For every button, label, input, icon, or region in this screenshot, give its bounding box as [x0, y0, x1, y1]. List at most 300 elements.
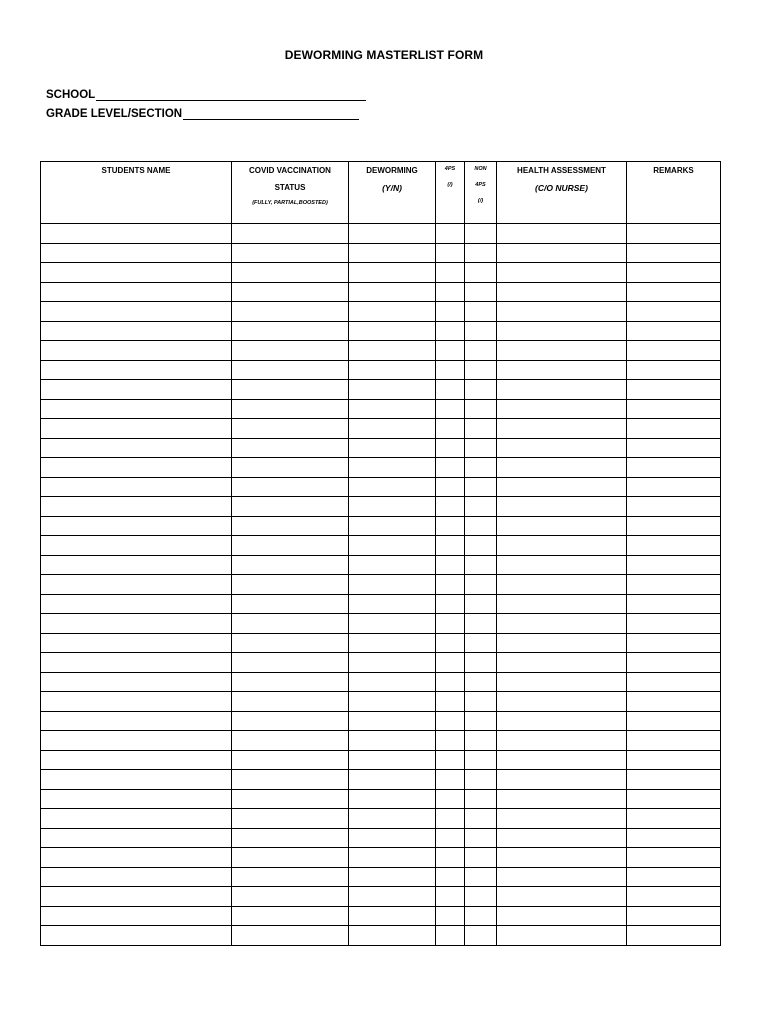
- cell-remarks[interactable]: [627, 438, 721, 458]
- cell-health-assessment[interactable]: [497, 906, 627, 926]
- cell-deworming[interactable]: [349, 731, 436, 751]
- table-row: [41, 263, 721, 283]
- cell-deworming[interactable]: [349, 224, 436, 244]
- cell-4ps[interactable]: [436, 789, 465, 809]
- cell-non-4ps[interactable]: [465, 282, 497, 302]
- cell-health-assessment[interactable]: [497, 419, 627, 439]
- cell-students-name[interactable]: [41, 536, 232, 556]
- cell-remarks[interactable]: [627, 321, 721, 341]
- cell-4ps[interactable]: [436, 906, 465, 926]
- cell-4ps[interactable]: [436, 438, 465, 458]
- cell-health-assessment[interactable]: [497, 555, 627, 575]
- cell-deworming[interactable]: [349, 750, 436, 770]
- cell-covid-status[interactable]: [232, 282, 349, 302]
- cell-remarks[interactable]: [627, 789, 721, 809]
- cell-covid-status[interactable]: [232, 516, 349, 536]
- cell-students-name[interactable]: [41, 867, 232, 887]
- cell-non-4ps[interactable]: [465, 848, 497, 868]
- cell-covid-status[interactable]: [232, 653, 349, 673]
- cell-covid-status[interactable]: [232, 477, 349, 497]
- cell-students-name[interactable]: [41, 633, 232, 653]
- cell-remarks[interactable]: [627, 770, 721, 790]
- cell-non-4ps[interactable]: [465, 497, 497, 517]
- cell-covid-status[interactable]: [232, 828, 349, 848]
- cell-covid-status[interactable]: [232, 789, 349, 809]
- cell-remarks[interactable]: [627, 360, 721, 380]
- cell-covid-status[interactable]: [232, 809, 349, 829]
- cell-deworming[interactable]: [349, 867, 436, 887]
- cell-4ps[interactable]: [436, 399, 465, 419]
- cell-students-name[interactable]: [41, 243, 232, 263]
- cell-non-4ps[interactable]: [465, 750, 497, 770]
- table-row: [41, 750, 721, 770]
- header-deworming: [349, 162, 436, 224]
- cell-non-4ps[interactable]: [465, 594, 497, 614]
- cell-covid-status[interactable]: [232, 887, 349, 907]
- cell-remarks[interactable]: [627, 653, 721, 673]
- cell-4ps[interactable]: [436, 419, 465, 439]
- school-blank-line[interactable]: [96, 88, 366, 101]
- cell-4ps[interactable]: [436, 692, 465, 712]
- cell-4ps[interactable]: [436, 731, 465, 751]
- cell-health-assessment[interactable]: [497, 575, 627, 595]
- cell-non-4ps[interactable]: [465, 575, 497, 595]
- cell-deworming[interactable]: [349, 458, 436, 478]
- cell-deworming[interactable]: [349, 555, 436, 575]
- cell-health-assessment[interactable]: [497, 789, 627, 809]
- grade-section-field[interactable]: [46, 107, 359, 120]
- cell-covid-status[interactable]: [232, 614, 349, 634]
- table-row: [41, 672, 721, 692]
- cell-students-name[interactable]: [41, 497, 232, 517]
- cell-covid-status[interactable]: [232, 867, 349, 887]
- cell-4ps[interactable]: [436, 575, 465, 595]
- cell-students-name[interactable]: [41, 692, 232, 712]
- cell-health-assessment[interactable]: [497, 672, 627, 692]
- table-row: [41, 380, 721, 400]
- cell-health-assessment[interactable]: [497, 263, 627, 283]
- cell-health-assessment[interactable]: [497, 497, 627, 517]
- cell-deworming[interactable]: [349, 575, 436, 595]
- cell-students-name[interactable]: [41, 672, 232, 692]
- cell-health-assessment[interactable]: [497, 809, 627, 829]
- cell-covid-status[interactable]: [232, 633, 349, 653]
- cell-students-name[interactable]: [41, 594, 232, 614]
- cell-students-name[interactable]: [41, 848, 232, 868]
- cell-students-name[interactable]: [41, 555, 232, 575]
- cell-covid-status[interactable]: [232, 419, 349, 439]
- cell-non-4ps[interactable]: [465, 321, 497, 341]
- table-row: [41, 848, 721, 868]
- cell-health-assessment[interactable]: [497, 926, 627, 946]
- cell-health-assessment[interactable]: [497, 458, 627, 478]
- cell-deworming[interactable]: [349, 711, 436, 731]
- header-non4ps-line2: 4PS: [475, 181, 486, 188]
- cell-remarks[interactable]: [627, 633, 721, 653]
- cell-4ps[interactable]: [436, 458, 465, 478]
- cell-deworming[interactable]: [349, 614, 436, 634]
- header-remarks-label: REMARKS: [653, 166, 694, 175]
- cell-non-4ps[interactable]: [465, 906, 497, 926]
- cell-health-assessment[interactable]: [497, 848, 627, 868]
- cell-covid-status[interactable]: [232, 243, 349, 263]
- cell-health-assessment[interactable]: [497, 321, 627, 341]
- table-row: [41, 692, 721, 712]
- cell-deworming[interactable]: [349, 399, 436, 419]
- cell-non-4ps[interactable]: [465, 770, 497, 790]
- table-row: [41, 477, 721, 497]
- cell-students-name[interactable]: [41, 711, 232, 731]
- cell-deworming[interactable]: [349, 633, 436, 653]
- cell-4ps[interactable]: [436, 224, 465, 244]
- cell-covid-status[interactable]: [232, 321, 349, 341]
- cell-deworming[interactable]: [349, 438, 436, 458]
- cell-remarks[interactable]: [627, 828, 721, 848]
- cell-health-assessment[interactable]: [497, 477, 627, 497]
- cell-deworming[interactable]: [349, 770, 436, 790]
- cell-covid-status[interactable]: [232, 575, 349, 595]
- table-row: [41, 536, 721, 556]
- cell-health-assessment[interactable]: [497, 750, 627, 770]
- table-row: [41, 614, 721, 634]
- cell-students-name[interactable]: [41, 770, 232, 790]
- cell-students-name[interactable]: [41, 614, 232, 634]
- cell-4ps[interactable]: [436, 477, 465, 497]
- cell-covid-status[interactable]: [232, 302, 349, 322]
- cell-covid-status[interactable]: [232, 906, 349, 926]
- cell-deworming[interactable]: [349, 653, 436, 673]
- cell-health-assessment[interactable]: [497, 302, 627, 322]
- cell-4ps[interactable]: [436, 516, 465, 536]
- cell-4ps[interactable]: [436, 360, 465, 380]
- cell-4ps[interactable]: [436, 809, 465, 829]
- cell-deworming[interactable]: [349, 926, 436, 946]
- cell-students-name[interactable]: [41, 653, 232, 673]
- cell-covid-status[interactable]: [232, 536, 349, 556]
- cell-students-name[interactable]: [41, 828, 232, 848]
- cell-4ps[interactable]: [436, 750, 465, 770]
- cell-4ps[interactable]: [436, 594, 465, 614]
- table-row: [41, 302, 721, 322]
- header-health-assessment: [497, 162, 627, 224]
- cell-remarks[interactable]: [627, 867, 721, 887]
- cell-remarks[interactable]: [627, 302, 721, 322]
- cell-remarks[interactable]: [627, 263, 721, 283]
- cell-non-4ps[interactable]: [465, 926, 497, 946]
- cell-covid-status[interactable]: [232, 341, 349, 361]
- cell-deworming[interactable]: [349, 419, 436, 439]
- cell-non-4ps[interactable]: [465, 614, 497, 634]
- cell-non-4ps[interactable]: [465, 536, 497, 556]
- cell-health-assessment[interactable]: [497, 711, 627, 731]
- cell-health-assessment[interactable]: [497, 867, 627, 887]
- cell-remarks[interactable]: [627, 516, 721, 536]
- cell-remarks[interactable]: [627, 555, 721, 575]
- cell-remarks[interactable]: [627, 458, 721, 478]
- cell-4ps[interactable]: [436, 341, 465, 361]
- cell-non-4ps[interactable]: [465, 653, 497, 673]
- cell-4ps[interactable]: [436, 887, 465, 907]
- cell-remarks[interactable]: [627, 926, 721, 946]
- cell-remarks[interactable]: [627, 711, 721, 731]
- cell-health-assessment[interactable]: [497, 887, 627, 907]
- cell-4ps[interactable]: [436, 867, 465, 887]
- cell-non-4ps[interactable]: [465, 711, 497, 731]
- cell-health-assessment[interactable]: [497, 653, 627, 673]
- cell-students-name[interactable]: [41, 438, 232, 458]
- cell-covid-status[interactable]: [232, 672, 349, 692]
- cell-remarks[interactable]: [627, 672, 721, 692]
- cell-students-name[interactable]: [41, 926, 232, 946]
- cell-deworming[interactable]: [349, 497, 436, 517]
- cell-students-name[interactable]: [41, 321, 232, 341]
- cell-non-4ps[interactable]: [465, 731, 497, 751]
- cell-students-name[interactable]: [41, 399, 232, 419]
- cell-students-name[interactable]: [41, 458, 232, 478]
- cell-non-4ps[interactable]: [465, 887, 497, 907]
- cell-non-4ps[interactable]: [465, 302, 497, 322]
- cell-students-name[interactable]: [41, 360, 232, 380]
- cell-non-4ps[interactable]: [465, 828, 497, 848]
- table-row: [41, 633, 721, 653]
- cell-covid-status[interactable]: [232, 731, 349, 751]
- cell-remarks[interactable]: [627, 692, 721, 712]
- cell-deworming[interactable]: [349, 692, 436, 712]
- cell-4ps[interactable]: [436, 282, 465, 302]
- cell-remarks[interactable]: [627, 399, 721, 419]
- cell-4ps[interactable]: [436, 302, 465, 322]
- cell-covid-status[interactable]: [232, 711, 349, 731]
- cell-health-assessment[interactable]: [497, 399, 627, 419]
- cell-non-4ps[interactable]: [465, 809, 497, 829]
- cell-health-assessment[interactable]: [497, 731, 627, 751]
- cell-deworming[interactable]: [349, 789, 436, 809]
- cell-4ps[interactable]: [436, 828, 465, 848]
- cell-remarks[interactable]: [627, 750, 721, 770]
- cell-remarks[interactable]: [627, 224, 721, 244]
- cell-remarks[interactable]: [627, 848, 721, 868]
- table-row: [41, 867, 721, 887]
- cell-students-name[interactable]: [41, 887, 232, 907]
- cell-covid-status[interactable]: [232, 848, 349, 868]
- cell-health-assessment[interactable]: [497, 282, 627, 302]
- cell-health-assessment[interactable]: [497, 380, 627, 400]
- cell-deworming[interactable]: [349, 594, 436, 614]
- cell-4ps[interactable]: [436, 711, 465, 731]
- header-covid-line3: (FULLY, PARTIAL,BOOSTED): [252, 200, 328, 206]
- table-body: [41, 224, 721, 946]
- cell-covid-status[interactable]: [232, 399, 349, 419]
- cell-covid-status[interactable]: [232, 438, 349, 458]
- cell-remarks[interactable]: [627, 614, 721, 634]
- cell-non-4ps[interactable]: [465, 380, 497, 400]
- cell-covid-status[interactable]: [232, 360, 349, 380]
- cell-covid-status[interactable]: [232, 497, 349, 517]
- cell-4ps[interactable]: [436, 653, 465, 673]
- cell-students-name[interactable]: [41, 302, 232, 322]
- cell-health-assessment[interactable]: [497, 341, 627, 361]
- cell-students-name[interactable]: [41, 341, 232, 361]
- header-students-name: [41, 162, 232, 224]
- cell-covid-status[interactable]: [232, 263, 349, 283]
- cell-deworming[interactable]: [349, 906, 436, 926]
- cell-4ps[interactable]: [436, 614, 465, 634]
- header-covid-line1: COVID VACCINATION: [249, 166, 331, 175]
- cell-non-4ps[interactable]: [465, 438, 497, 458]
- table-row: [41, 516, 721, 536]
- cell-students-name[interactable]: [41, 750, 232, 770]
- cell-deworming[interactable]: [349, 516, 436, 536]
- cell-non-4ps[interactable]: [465, 341, 497, 361]
- cell-non-4ps[interactable]: [465, 224, 497, 244]
- cell-health-assessment[interactable]: [497, 243, 627, 263]
- header-4ps-line1: 4PS: [444, 166, 456, 172]
- cell-health-assessment[interactable]: [497, 614, 627, 634]
- school-field[interactable]: [46, 88, 366, 101]
- cell-4ps[interactable]: [436, 672, 465, 692]
- cell-deworming[interactable]: [349, 321, 436, 341]
- cell-remarks[interactable]: [627, 341, 721, 361]
- cell-non-4ps[interactable]: [465, 458, 497, 478]
- header-health-line2: (C/O NURSE): [535, 183, 588, 193]
- cell-health-assessment[interactable]: [497, 594, 627, 614]
- cell-deworming[interactable]: [349, 809, 436, 829]
- cell-deworming[interactable]: [349, 848, 436, 868]
- cell-deworming[interactable]: [349, 828, 436, 848]
- cell-4ps[interactable]: [436, 380, 465, 400]
- cell-non-4ps[interactable]: [465, 477, 497, 497]
- cell-students-name[interactable]: [41, 809, 232, 829]
- cell-remarks[interactable]: [627, 497, 721, 517]
- table-row: [41, 789, 721, 809]
- cell-non-4ps[interactable]: [465, 263, 497, 283]
- cell-covid-status[interactable]: [232, 380, 349, 400]
- cell-non-4ps[interactable]: [465, 633, 497, 653]
- cell-non-4ps[interactable]: [465, 243, 497, 263]
- cell-health-assessment[interactable]: [497, 633, 627, 653]
- cell-remarks[interactable]: [627, 809, 721, 829]
- cell-covid-status[interactable]: [232, 458, 349, 478]
- cell-deworming[interactable]: [349, 360, 436, 380]
- cell-non-4ps[interactable]: [465, 867, 497, 887]
- cell-remarks[interactable]: [627, 594, 721, 614]
- cell-deworming[interactable]: [349, 380, 436, 400]
- cell-remarks[interactable]: [627, 887, 721, 907]
- cell-deworming[interactable]: [349, 341, 436, 361]
- cell-students-name[interactable]: [41, 731, 232, 751]
- cell-students-name[interactable]: [41, 224, 232, 244]
- cell-covid-status[interactable]: [232, 750, 349, 770]
- table-row: [41, 555, 721, 575]
- cell-students-name[interactable]: [41, 477, 232, 497]
- cell-health-assessment[interactable]: [497, 360, 627, 380]
- cell-remarks[interactable]: [627, 282, 721, 302]
- cell-remarks[interactable]: [627, 731, 721, 751]
- cell-students-name[interactable]: [41, 380, 232, 400]
- cell-covid-status[interactable]: [232, 224, 349, 244]
- grade-section-blank-line[interactable]: [183, 107, 359, 120]
- cell-deworming[interactable]: [349, 282, 436, 302]
- cell-students-name[interactable]: [41, 906, 232, 926]
- cell-health-assessment[interactable]: [497, 692, 627, 712]
- cell-deworming[interactable]: [349, 243, 436, 263]
- cell-covid-status[interactable]: [232, 594, 349, 614]
- cell-non-4ps[interactable]: [465, 516, 497, 536]
- cell-covid-status[interactable]: [232, 692, 349, 712]
- cell-remarks[interactable]: [627, 575, 721, 595]
- cell-4ps[interactable]: [436, 321, 465, 341]
- cell-deworming[interactable]: [349, 302, 436, 322]
- cell-non-4ps[interactable]: [465, 419, 497, 439]
- cell-4ps[interactable]: [436, 263, 465, 283]
- cell-students-name[interactable]: [41, 419, 232, 439]
- cell-deworming[interactable]: [349, 672, 436, 692]
- grade-section-label: GRADE LEVEL/SECTION: [46, 108, 183, 120]
- school-label: SCHOOL: [46, 89, 96, 101]
- cell-4ps[interactable]: [436, 243, 465, 263]
- table-row: [41, 419, 721, 439]
- cell-non-4ps[interactable]: [465, 555, 497, 575]
- cell-4ps[interactable]: [436, 536, 465, 556]
- cell-non-4ps[interactable]: [465, 789, 497, 809]
- cell-4ps[interactable]: [436, 497, 465, 517]
- cell-health-assessment[interactable]: [497, 828, 627, 848]
- cell-covid-status[interactable]: [232, 770, 349, 790]
- cell-non-4ps[interactable]: [465, 360, 497, 380]
- cell-4ps[interactable]: [436, 770, 465, 790]
- table-row: [41, 243, 721, 263]
- cell-4ps[interactable]: [436, 633, 465, 653]
- table-row: [41, 809, 721, 829]
- table-row: [41, 438, 721, 458]
- cell-deworming[interactable]: [349, 263, 436, 283]
- cell-deworming[interactable]: [349, 887, 436, 907]
- cell-students-name[interactable]: [41, 282, 232, 302]
- cell-covid-status[interactable]: [232, 926, 349, 946]
- cell-remarks[interactable]: [627, 536, 721, 556]
- cell-health-assessment[interactable]: [497, 536, 627, 556]
- cell-health-assessment[interactable]: [497, 770, 627, 790]
- cell-remarks[interactable]: [627, 419, 721, 439]
- cell-remarks[interactable]: [627, 243, 721, 263]
- cell-students-name[interactable]: [41, 263, 232, 283]
- cell-deworming[interactable]: [349, 536, 436, 556]
- header-deworming-line1: DEWORMING: [366, 166, 418, 175]
- cell-4ps[interactable]: [436, 555, 465, 575]
- cell-health-assessment[interactable]: [497, 516, 627, 536]
- header-non-4ps: [465, 162, 497, 224]
- header-students-name-label: STUDENTS NAME: [101, 166, 171, 175]
- cell-4ps[interactable]: [436, 848, 465, 868]
- cell-non-4ps[interactable]: [465, 399, 497, 419]
- cell-deworming[interactable]: [349, 477, 436, 497]
- cell-covid-status[interactable]: [232, 555, 349, 575]
- table-row: [41, 828, 721, 848]
- cell-health-assessment[interactable]: [497, 224, 627, 244]
- header-4ps-line2: (/): [447, 181, 453, 188]
- cell-remarks[interactable]: [627, 380, 721, 400]
- cell-students-name[interactable]: [41, 575, 232, 595]
- cell-students-name[interactable]: [41, 516, 232, 536]
- cell-remarks[interactable]: [627, 477, 721, 497]
- cell-health-assessment[interactable]: [497, 438, 627, 458]
- cell-non-4ps[interactable]: [465, 692, 497, 712]
- cell-remarks[interactable]: [627, 906, 721, 926]
- cell-4ps[interactable]: [436, 926, 465, 946]
- cell-non-4ps[interactable]: [465, 672, 497, 692]
- header-deworming-line2: (Y/N): [382, 183, 402, 193]
- cell-students-name[interactable]: [41, 789, 232, 809]
